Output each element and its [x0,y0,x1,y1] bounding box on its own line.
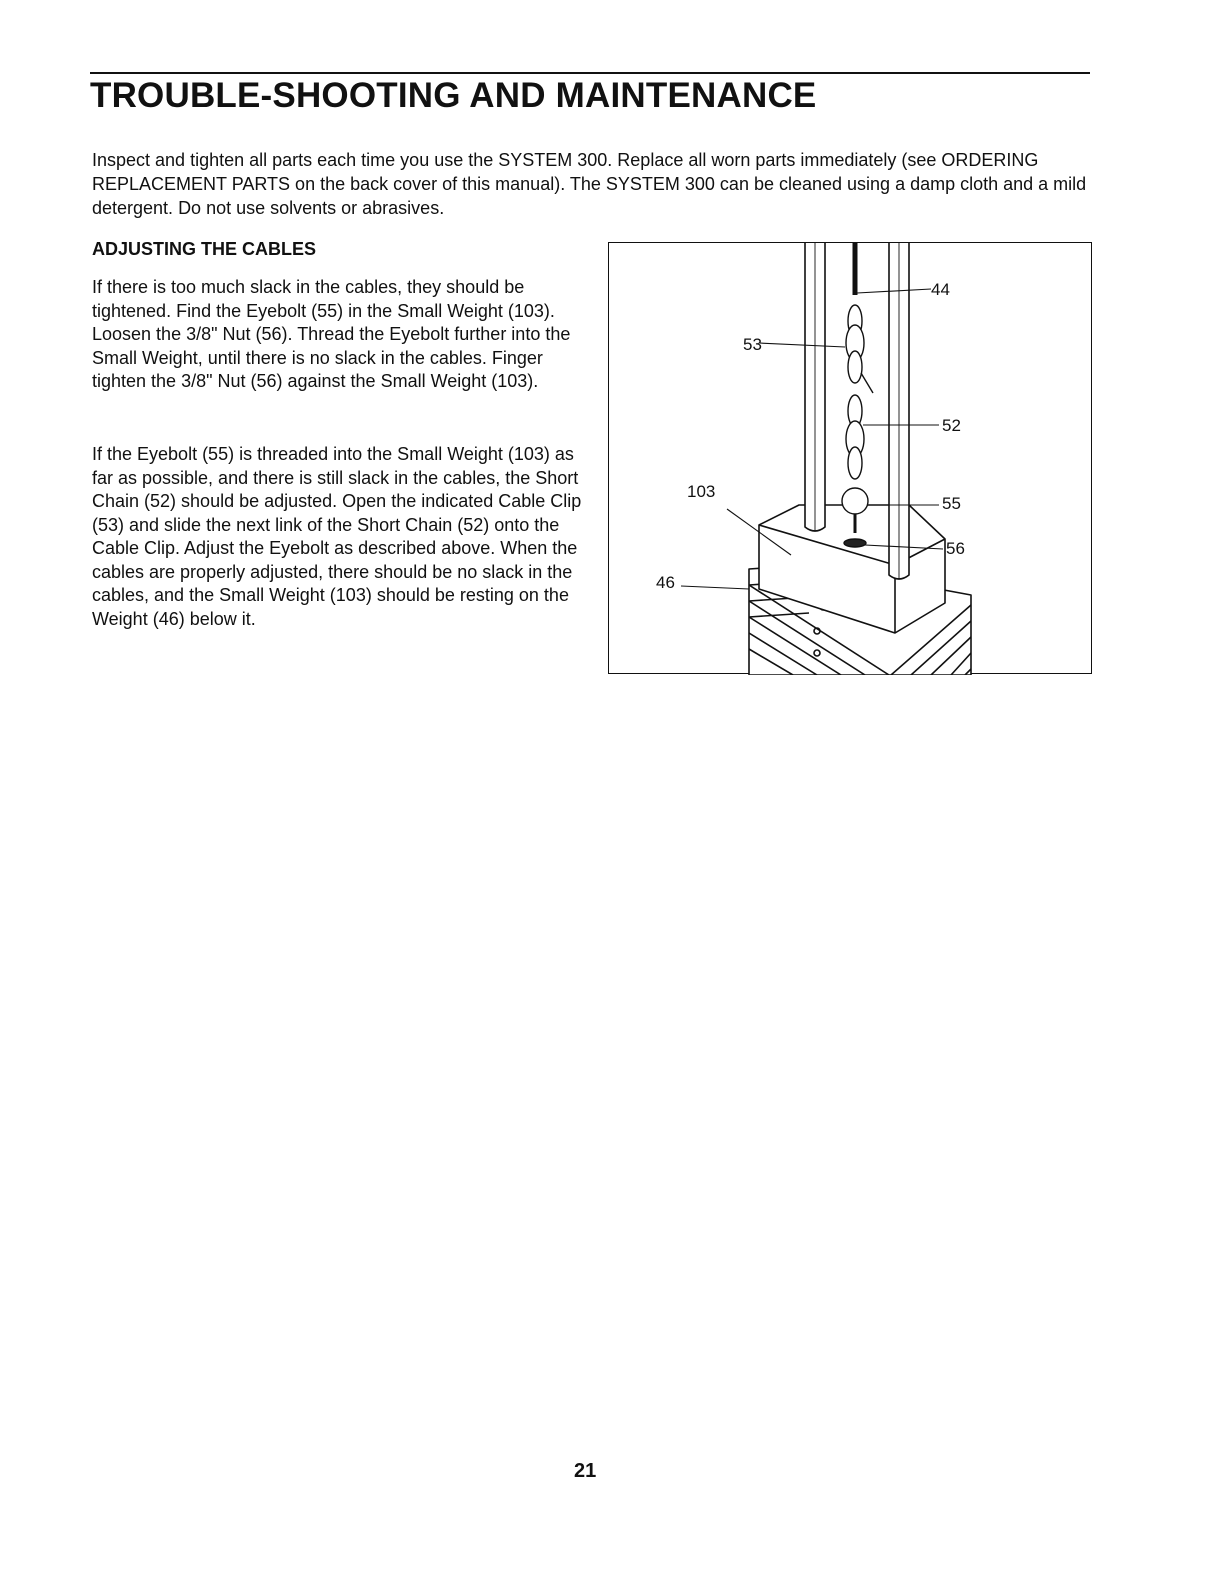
adjusting-paragraph-2: If the Eyebolt (55) is threaded into the Small Weight (103) as far as possible, and there is still slack in the cables, the Short Chain (52) should be adjusted. Open the indicated Cable Clip (53) and slide the next link of the Short Chain (52) onto the Cable Clip. Adjust the Eyebolt as described above. When the cables are properly adjusted, there should be no slack in the cables, and the Small Weight (103) should be resting on the Weight (46) below it. [92,444,582,629]
callout-46: 46 [656,573,675,592]
intro-paragraph: Inspect and tighten all parts each time you use the SYSTEM 300. Replace all worn parts immediately (see ORDERING REPLACEMENT PARTS on the back cover of this manual). The SYSTEM 300 can be cleaned using a damp cloth and a mild detergent. Do not use solvents or abrasives. [92,150,1087,218]
callout-52: 52 [942,416,961,435]
section-heading-adjusting-cables: ADJUSTING THE CABLES [92,239,317,259]
page-title: TROUBLE-SHOOTING AND MAINTENANCE [90,76,817,115]
callout-56: 56 [946,539,965,558]
cable-adjustment-figure [608,242,1092,674]
callout-53: 53 [743,335,762,354]
adjusting-paragraph-1: If there is too much slack in the cables, they should be tightened. Find the Eyebolt (55) in the Small Weight (103). Loosen the 3/8" Nut (56). Thread the Eyebolt further into the Small Weight, until there is no slack in the cables. Finger tighten the 3/8" Nut (56) against the Small Weight (103). [92,277,571,391]
title-rule [90,72,1090,74]
page-number: 21 [574,1460,597,1482]
callout-55: 55 [942,494,961,513]
callout-103: 103 [687,482,716,501]
weight-stack-illustration [609,243,1093,675]
callout-44: 44 [931,280,950,299]
